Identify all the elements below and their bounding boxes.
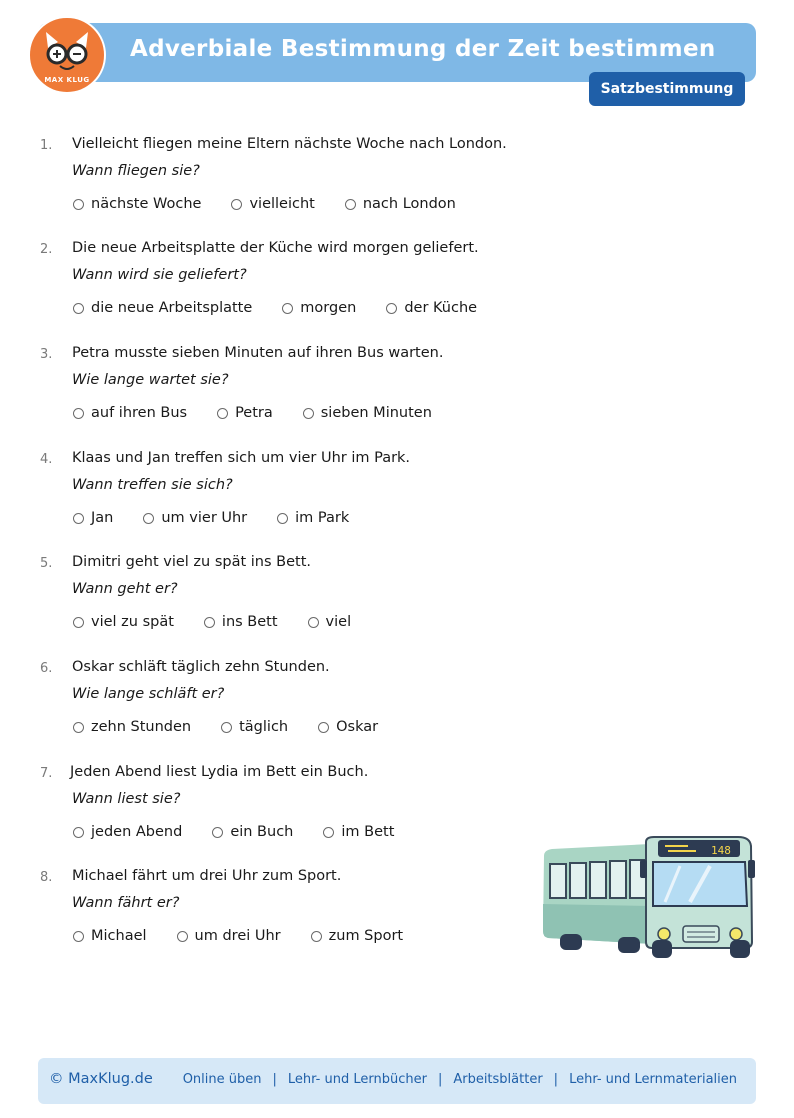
answer-option[interactable]	[204, 614, 278, 630]
bus-illustration	[540, 834, 758, 962]
option-label: die neue Arbeitsplatte	[91, 300, 253, 316]
radio-button[interactable]	[177, 931, 188, 942]
radio-button[interactable]	[345, 199, 356, 210]
question-number: 5.	[40, 556, 53, 571]
question-sentence: Vielleicht fliegen meine Eltern nächste Woche nach London.	[72, 136, 507, 152]
radio-button[interactable]	[73, 827, 84, 838]
question-sentence: Jeden Abend liest Lydia im Bett ein Buch.	[70, 764, 369, 780]
question-prompt: Wie lange wartet sie?	[72, 372, 229, 388]
logo-text: MAX KLUG	[44, 76, 90, 84]
radio-button[interactable]	[212, 827, 223, 838]
radio-button[interactable]	[73, 303, 84, 314]
question-number: 1.	[40, 138, 53, 153]
answer-option[interactable]	[303, 405, 432, 421]
option-label: täglich	[239, 719, 289, 735]
option-label: jeden Abend	[91, 824, 183, 840]
radio-button[interactable]	[323, 827, 334, 838]
answer-option[interactable]	[231, 196, 314, 212]
footer-copyright: © MaxKlug.de	[49, 1071, 153, 1087]
option-label: Jan	[91, 510, 114, 526]
radio-button[interactable]	[73, 931, 84, 942]
footer-link-lehrbuecher[interactable]: Lehr- und Lernbücher	[287, 1072, 427, 1087]
question-prompt: Wann liest sie?	[72, 791, 181, 807]
option-label: zehn Stunden	[91, 719, 192, 735]
radio-button[interactable]	[311, 931, 322, 942]
answer-option[interactable]	[73, 928, 147, 944]
option-label: Petra	[235, 405, 273, 421]
radio-button[interactable]	[73, 199, 84, 210]
category-tag: Satzbestimmung	[589, 72, 745, 106]
option-label: auf ihren Bus	[91, 405, 188, 421]
option-label: ins Bett	[221, 614, 278, 630]
question-number: 4.	[40, 452, 53, 467]
option-group	[73, 196, 486, 212]
option-label: der Küche	[404, 300, 478, 316]
option-label: zum Sport	[328, 928, 404, 944]
option-group	[73, 300, 507, 316]
footer-separator: |	[437, 1072, 443, 1087]
question-sentence: Die neue Arbeitsplatte der Küche wird morgen geliefert.	[72, 240, 479, 256]
question-prompt: Wann geht er?	[72, 581, 178, 597]
answer-option[interactable]	[73, 510, 113, 526]
answer-option[interactable]	[73, 196, 201, 212]
option-group	[73, 510, 379, 526]
maxklug-logo	[28, 16, 106, 94]
radio-button[interactable]	[386, 303, 397, 314]
option-label: morgen	[300, 300, 357, 316]
option-group	[73, 928, 433, 944]
option-label: sieben Minuten	[320, 405, 432, 421]
footer-link-online-ueben[interactable]: Online üben	[182, 1072, 262, 1087]
answer-option[interactable]	[318, 719, 378, 735]
option-label: im Bett	[341, 824, 395, 840]
option-label: um drei Uhr	[194, 928, 281, 944]
footer-link-lernmaterialien[interactable]: Lehr- und Lernmaterialien	[569, 1072, 737, 1087]
radio-button[interactable]	[308, 617, 319, 628]
route-number: 148	[711, 844, 731, 857]
question-number: 3.	[40, 347, 53, 362]
option-label: Michael	[91, 928, 147, 944]
radio-button[interactable]	[318, 722, 329, 733]
answer-option[interactable]	[212, 824, 293, 840]
option-label: nach London	[362, 196, 456, 212]
question-sentence: Petra musste sieben Minuten auf ihren Bus warten.	[72, 345, 444, 361]
option-label: nächste Woche	[91, 196, 202, 212]
option-label: Oskar	[336, 719, 379, 735]
question-prompt: Wann fährt er?	[72, 895, 180, 911]
footer-links	[183, 1072, 737, 1087]
question-sentence: Oskar schläft täglich zehn Stunden.	[72, 659, 330, 675]
footer	[38, 1058, 756, 1104]
radio-button[interactable]	[204, 617, 215, 628]
radio-button[interactable]	[303, 408, 314, 419]
option-group	[73, 719, 408, 735]
question-number: 7.	[40, 766, 53, 781]
question-sentence: Klaas und Jan treffen sich um vier Uhr im Park.	[72, 450, 411, 466]
option-group	[73, 405, 462, 421]
answer-option[interactable]	[345, 196, 456, 212]
question-prompt: Wann treffen sie sich?	[72, 477, 233, 493]
answer-option[interactable]	[277, 510, 349, 526]
answer-option[interactable]	[73, 614, 174, 630]
answer-option[interactable]	[282, 300, 356, 316]
question-prompt: Wann fliegen sie?	[72, 163, 200, 179]
option-group	[73, 824, 424, 840]
radio-button[interactable]	[277, 513, 288, 524]
radio-button[interactable]	[282, 303, 293, 314]
question-prompt: Wie lange schläft er?	[72, 686, 225, 702]
answer-option[interactable]	[73, 405, 187, 421]
footer-link-arbeitsblaetter[interactable]: Arbeitsblätter	[453, 1072, 543, 1087]
option-label: viel zu spät	[91, 614, 174, 630]
footer-separator: |	[553, 1072, 559, 1087]
radio-button[interactable]	[73, 722, 84, 733]
question-number: 2.	[40, 242, 53, 257]
radio-button[interactable]	[73, 513, 84, 524]
radio-button[interactable]	[73, 617, 84, 628]
radio-button[interactable]	[231, 199, 242, 210]
answer-option[interactable]	[73, 824, 182, 840]
option-label: ein Buch	[230, 824, 294, 840]
question-sentence: Michael fährt um drei Uhr zum Sport.	[72, 868, 342, 884]
answer-option[interactable]	[143, 510, 247, 526]
radio-button[interactable]	[143, 513, 154, 524]
answer-option[interactable]	[73, 300, 252, 316]
option-label: vielleicht	[249, 196, 315, 212]
radio-button[interactable]	[73, 408, 84, 419]
radio-button[interactable]	[217, 408, 228, 419]
answer-option[interactable]	[217, 405, 273, 421]
answer-option[interactable]	[177, 928, 281, 944]
answer-option[interactable]	[73, 719, 191, 735]
answer-option[interactable]	[311, 928, 403, 944]
question-number: 6.	[40, 661, 53, 676]
footer-separator: |	[272, 1072, 277, 1087]
question-prompt: Wann wird sie geliefert?	[72, 267, 247, 283]
option-label: um vier Uhr	[161, 510, 248, 526]
option-group	[73, 614, 381, 630]
question-sentence: Dimitri geht viel zu spät ins Bett.	[72, 554, 311, 570]
answer-option[interactable]	[308, 614, 352, 630]
radio-button[interactable]	[221, 722, 232, 733]
page-title: Adverbiale Bestimmung der Zeit bestimmen	[130, 36, 716, 62]
answer-option[interactable]	[221, 719, 288, 735]
option-label: im Park	[295, 510, 350, 526]
option-label: viel	[325, 614, 352, 630]
answer-option[interactable]	[323, 824, 394, 840]
answer-option[interactable]	[386, 300, 477, 316]
question-number: 8.	[40, 870, 53, 885]
